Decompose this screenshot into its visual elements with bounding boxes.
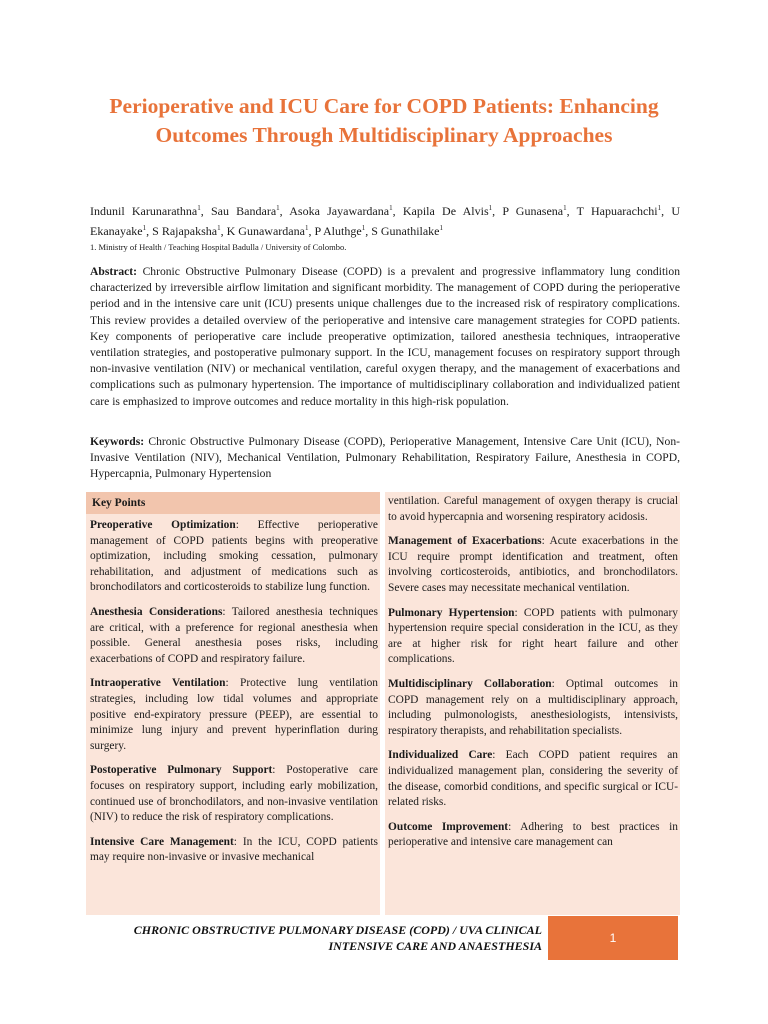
key-point-term: Intensive Care Management [90,835,234,848]
key-point-text: : Adhering to best practices in perioperative and intensive care management can [388,820,678,849]
abstract-text: Chronic Obstructive Pulmonary Disease (COPD) is a prevalent and progressive inflammatory lung condition characterized by irreversible airflow limitation and significant morbidity. The management of COPD during the perioperative period and in the intensive care unit (ICU) presents unique challenges due to the increased risk of respiratory complications. This review provides a detailed overview of the perioperative and intensive care management strategies for COPD patients. Key components of perioperative care include preoperative optimization, tailored anesthesia techniques, intraoperative ventilation strategies, and postoperative pulmonary support. In the ICU, management focuses on respiratory support through non-invasive ventilation (NIV) or mechanical ventilation, careful oxygen therapy, and the management of exacerbations and complications such as pulmonary hypertension. The importance of multidisciplinary collaboration and individualized patient care is emphasized to improve outcomes and reduce mortality in this high-risk population. [90,265,680,408]
author-name: S Gunathilake [371,224,440,238]
title-line-2: Outcomes Through Multidisciplinary Approaches [155,123,613,147]
author-list: Indunil Karunarathna$^1$, Sau Bandara$^1$, Asoka Jayawardana$^1$, Kapila De Alvis$^1$, P Gunasena$^1$, T Hapuarachchi$^1$, U Ekanayake$^1$, S Rajapaksha$^1$, K Gunawardana$^1$, P Aluthge$^1$, S Gunathilake$^1$ [90,204,681,238]
author-affiliation-mark: 1 [488,204,493,212]
key-point [388,677,678,739]
author-affiliation-mark: 1 [197,204,201,212]
key-point-term: Intraoperative Ventilation [90,677,226,690]
key-point-term: Anesthesia Considerations [90,605,223,618]
key-point-text: : Protective lung ventilation strategies, including low tidal volumes and appropriate positive end-expiratory pressure (PEEP), are essential to minimize lung injury and prevent hyperinflation during surgery. [90,677,378,752]
key-point-text: : Postoperative care focuses on respiratory support, including early mobilization, continued use of bronchodilators, and non-invasive ventilation (NIV) to reduce the risk of respiratory complications. [90,764,378,824]
author-affiliation-mark: 1 [439,224,444,232]
key-point [388,606,678,668]
key-point-term: Outcome Improvement [388,820,509,833]
author-name: Sau Bandara [210,204,277,218]
key-point-term: Individualized Care [388,749,493,762]
key-point [90,763,378,825]
author-name: P Aluthge [314,224,362,238]
key-point-term: Postoperative Pulmonary Support [90,764,273,777]
key-points-left-column [86,514,380,915]
author-affiliation-mark: 1 [657,204,662,212]
key-point-text: : In the ICU, COPD patients may require non-invasive or invasive mechanical [90,835,378,864]
key-point-text: : Acute exacerbations in the ICU require prompt identification and treatment, often involving corticosteroids, antibiotics, and bronchodilators. Severe cases may necessitate mechanical ventilation. [388,535,678,594]
key-point-term: Preoperative Optimization [90,519,236,531]
key-point-text: : Optimal outcomes in COPD management rely on a multidisciplinary approach, including pulmonologists, anesthesiologists, intensivists, respiratory therapists, and rehabilitation specialists. [388,677,678,737]
author-name: Kapila De Alvis [402,204,489,218]
footer-line-2: INTENSIVE CARE AND ANAESTHESIA [328,939,542,953]
page-number: 1 [548,916,678,960]
key-point-continuation: ventilation. Careful management of oxygen therapy is crucial to avoid hypercapnia and worsening respiratory acidosis. [388,495,678,523]
key-point-text: : COPD patients with pulmonary hypertension require special consideration in the ICU, as they are at higher risk for right heart failure and other complications. [388,606,678,666]
author-affiliation-mark: 1 [361,224,366,232]
key-point [90,605,378,667]
author-affiliation-mark: 1 [563,204,567,212]
author-name: K Gunawardana [226,224,305,238]
key-point [388,748,678,810]
keywords [90,434,680,483]
author-affiliation-mark: 1 [142,224,147,232]
affiliation: 1. Ministry of Health / Teaching Hospital Badulla / University of Colombo. [90,242,347,252]
abstract-label: Abstract: [90,265,138,278]
key-points-header: Key Points [86,492,380,514]
keywords-label: Keywords: [90,435,145,448]
key-point-text: : Effective perioperative management of COPD patients begins with preoperative optimization, including smoking cessation, pulmonary rehabilitation, and adjustment of medications such as bronchodilators and corticosteroids to stabilize lung function. [90,519,378,594]
author-name: U Ekanayake [90,204,681,238]
key-point-term: Pulmonary Hypertension [388,606,515,619]
title-line-1: Perioperative and ICU Care for COPD Patients: Enhancing [109,94,659,118]
author-name: P Gunasena [502,204,564,218]
paper-title [40,92,728,150]
key-point [90,835,378,866]
abstract [90,264,680,410]
author-affiliation-mark: 1 [217,224,221,232]
author-name: S Rajapaksha [152,224,218,238]
key-point [90,518,378,596]
author-name: Asoka Jayawardana [289,204,390,218]
keywords-text: Chronic Obstructive Pulmonary Disease (COPD), Perioperative Management, Intensive Care Unit (ICU), Non-Invasive Ventilation (NIV), Mechanical Ventilation, Pulmonary Rehabilitation, Respiratory Failure, Anesthesia in COPD, Hypercapnia, Pulmonary Hypertension [90,435,680,481]
key-point [388,820,678,851]
key-point-text: : Each COPD patient requires an individualized management plan, considering the severity of the disease, comorbid conditions, and specific surgical or ICU-related risks. [388,749,678,809]
author-name: Indunil Karunarathna [90,204,198,218]
key-point [388,534,678,596]
key-points-right-column [385,492,680,915]
key-point-term: Management of Exacerbations [388,535,542,548]
footer-line-1: CHRONIC OBSTRUCTIVE PULMONARY DISEASE (COPD) / UVA CLINICAL [133,923,542,937]
key-point-term: Multidisciplinary Collaboration [388,677,552,690]
author-affiliation-mark: 1 [276,204,280,212]
author-affiliation-mark: 1 [304,224,309,232]
key-point [90,676,378,754]
running-footer [90,922,542,954]
key-point-text: : Tailored anesthesia techniques are critical, with a preference for regional anesthesia when possible. General anesthesia poses risks, including exacerbations of COPD and respiratory failure. [90,605,378,665]
author-affiliation-mark: 1 [389,204,393,212]
author-name: T Hapuarachchi [576,204,658,218]
